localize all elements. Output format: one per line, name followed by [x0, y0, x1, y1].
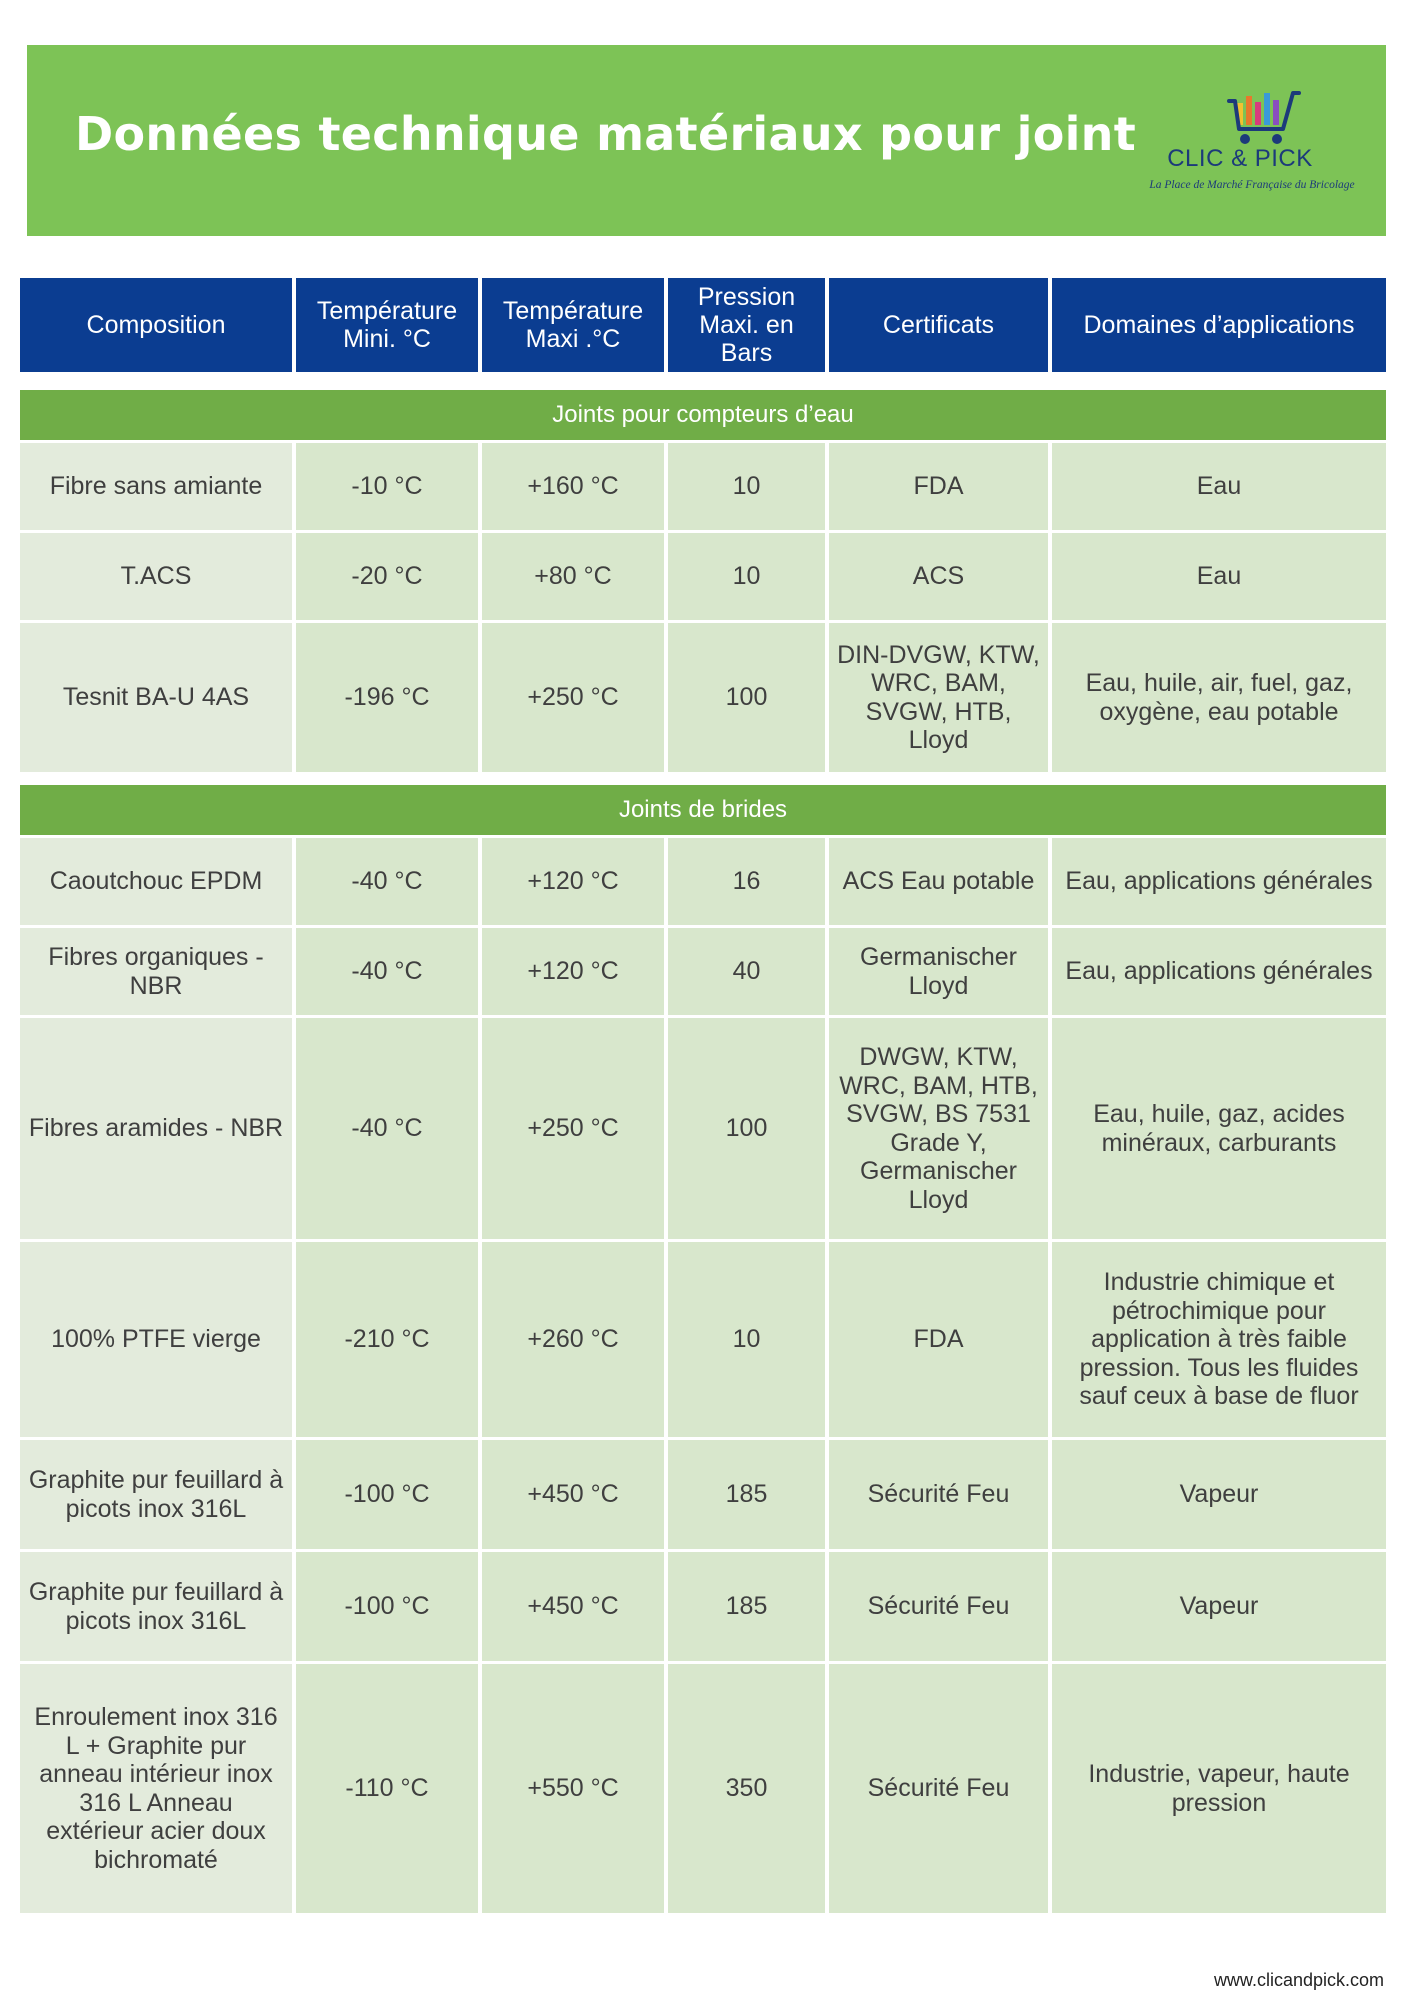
cell-applications: Vapeur	[1048, 1552, 1386, 1661]
cell-certificates: FDA	[825, 443, 1048, 530]
cell-temp-min: -100 °C	[292, 1552, 478, 1661]
cell-temp-min: -210 °C	[292, 1242, 478, 1437]
cell-applications: Industrie, vapeur, haute pression	[1048, 1664, 1386, 1913]
cell-applications: Industrie chimique et pétrochimique pour application à très faible pression. Tous les fluides sauf ceux à base de fluor	[1048, 1242, 1386, 1437]
cell-certificates: DWGW, KTW, WRC, BAM, HTB, SVGW, BS 7531 Grade Y, Germanischer Lloyd	[825, 1018, 1048, 1239]
title-banner	[27, 45, 1386, 236]
cell-temp-min: -40 °C	[292, 838, 478, 925]
cell-applications: Eau, applications générales	[1048, 928, 1386, 1015]
cell-temp-max: +160 °C	[478, 443, 664, 530]
cell-composition: Graphite pur feuillard à picots inox 316L	[20, 1440, 292, 1549]
cell-applications: Eau, huile, gaz, acides minéraux, carburants	[1048, 1018, 1386, 1239]
cell-certificates: ACS Eau potable	[825, 838, 1048, 925]
cell-applications: Eau	[1048, 443, 1386, 530]
cell-temp-max: +80 °C	[478, 533, 664, 620]
page-title: Données technique matériaux pour joint	[75, 107, 1137, 161]
cell-applications: Eau, huile, air, fuel, gaz, oxygène, eau potable	[1048, 623, 1386, 772]
logo-name: CLIC & PICK	[1167, 145, 1313, 172]
table-row	[20, 623, 1386, 772]
cell-pressure: 10	[664, 533, 825, 620]
section-header-water-meters	[20, 390, 1386, 440]
cell-pressure: 185	[664, 1440, 825, 1549]
cell-temp-max: +250 °C	[478, 623, 664, 772]
cell-composition: Enroulement inox 316 L + Graphite pur anneau intérieur inox 316 L Anneau extérieur acier doux bichromaté	[20, 1664, 292, 1913]
cell-applications: Vapeur	[1048, 1440, 1386, 1549]
footer-website-link[interactable]: www.clicandpick.com	[1213, 1970, 1384, 1990]
cell-temp-max: +260 °C	[478, 1242, 664, 1437]
cell-applications: Eau, applications générales	[1048, 838, 1386, 925]
cell-pressure: 100	[664, 1018, 825, 1239]
cell-certificates: Sécurité Feu	[825, 1440, 1048, 1549]
cell-composition: Caoutchouc EPDM	[20, 838, 292, 925]
cell-temp-min: -40 °C	[292, 928, 478, 1015]
cell-composition: 100% PTFE vierge	[20, 1242, 292, 1437]
cell-certificates: FDA	[825, 1242, 1048, 1437]
table-row	[20, 443, 1386, 530]
cell-pressure: 10	[664, 443, 825, 530]
cell-composition: Graphite pur feuillard à picots inox 316L	[20, 1552, 292, 1661]
table-row	[20, 1664, 1386, 1913]
cell-certificates: Sécurité Feu	[825, 1664, 1048, 1913]
logo-tagline: La Place de Marché Française du Bricolage	[1149, 179, 1355, 191]
cell-temp-max: +250 °C	[478, 1018, 664, 1239]
cell-pressure: 350	[664, 1664, 825, 1913]
cell-certificates: ACS	[825, 533, 1048, 620]
table-row	[20, 1440, 1386, 1549]
table-row	[20, 533, 1386, 620]
cell-composition: Tesnit BA-U 4AS	[20, 623, 292, 772]
cell-temp-max: +120 °C	[478, 838, 664, 925]
cell-applications: Eau	[1048, 533, 1386, 620]
table-header-row	[20, 278, 1386, 372]
table-row	[20, 928, 1386, 1015]
section-title: Joints de brides	[20, 785, 1386, 835]
cell-temp-max: +120 °C	[478, 928, 664, 1015]
clic-and-pick-logo	[1145, 89, 1370, 197]
cell-certificates: DIN-DVGW, KTW, WRC, BAM, SVGW, HTB, Lloyd	[825, 623, 1048, 772]
column-header-applications: Domaines d’applications	[1048, 278, 1386, 372]
cell-pressure: 40	[664, 928, 825, 1015]
section-header-flange-gaskets	[20, 785, 1386, 835]
cell-temp-min: -100 °C	[292, 1440, 478, 1549]
cell-temp-min: -20 °C	[292, 533, 478, 620]
cell-certificates: Sécurité Feu	[825, 1552, 1048, 1661]
column-header-pressure: Pression Maxi. en Bars	[664, 278, 825, 372]
cell-composition: T.ACS	[20, 533, 292, 620]
column-header-composition: Composition	[20, 278, 292, 372]
cell-pressure: 10	[664, 1242, 825, 1437]
cell-temp-min: -10 °C	[292, 443, 478, 530]
cell-temp-max: +450 °C	[478, 1440, 664, 1549]
cell-temp-min: -40 °C	[292, 1018, 478, 1239]
table-row	[20, 1242, 1386, 1437]
table-row	[20, 838, 1386, 925]
cell-temp-max: +550 °C	[478, 1664, 664, 1913]
cell-pressure: 16	[664, 838, 825, 925]
cell-composition: Fibres aramides - NBR	[20, 1018, 292, 1239]
materials-table	[20, 275, 1386, 1916]
cell-temp-min: -110 °C	[292, 1664, 478, 1913]
cell-pressure: 185	[664, 1552, 825, 1661]
cell-certificates: Germanischer Lloyd	[825, 928, 1048, 1015]
shopping-cart-icon	[1227, 89, 1305, 147]
table-row	[20, 1018, 1386, 1239]
column-header-temp-max: Température Maxi .°C	[478, 278, 664, 372]
table-row	[20, 1552, 1386, 1661]
column-header-certificates: Certificats	[825, 278, 1048, 372]
cell-pressure: 100	[664, 623, 825, 772]
cell-temp-min: -196 °C	[292, 623, 478, 772]
cell-temp-max: +450 °C	[478, 1552, 664, 1661]
cell-composition: Fibres organiques - NBR	[20, 928, 292, 1015]
section-title: Joints pour compteurs d’eau	[20, 390, 1386, 440]
cell-composition: Fibre sans amiante	[20, 443, 292, 530]
column-header-temp-min: Température Mini. °C	[292, 278, 478, 372]
